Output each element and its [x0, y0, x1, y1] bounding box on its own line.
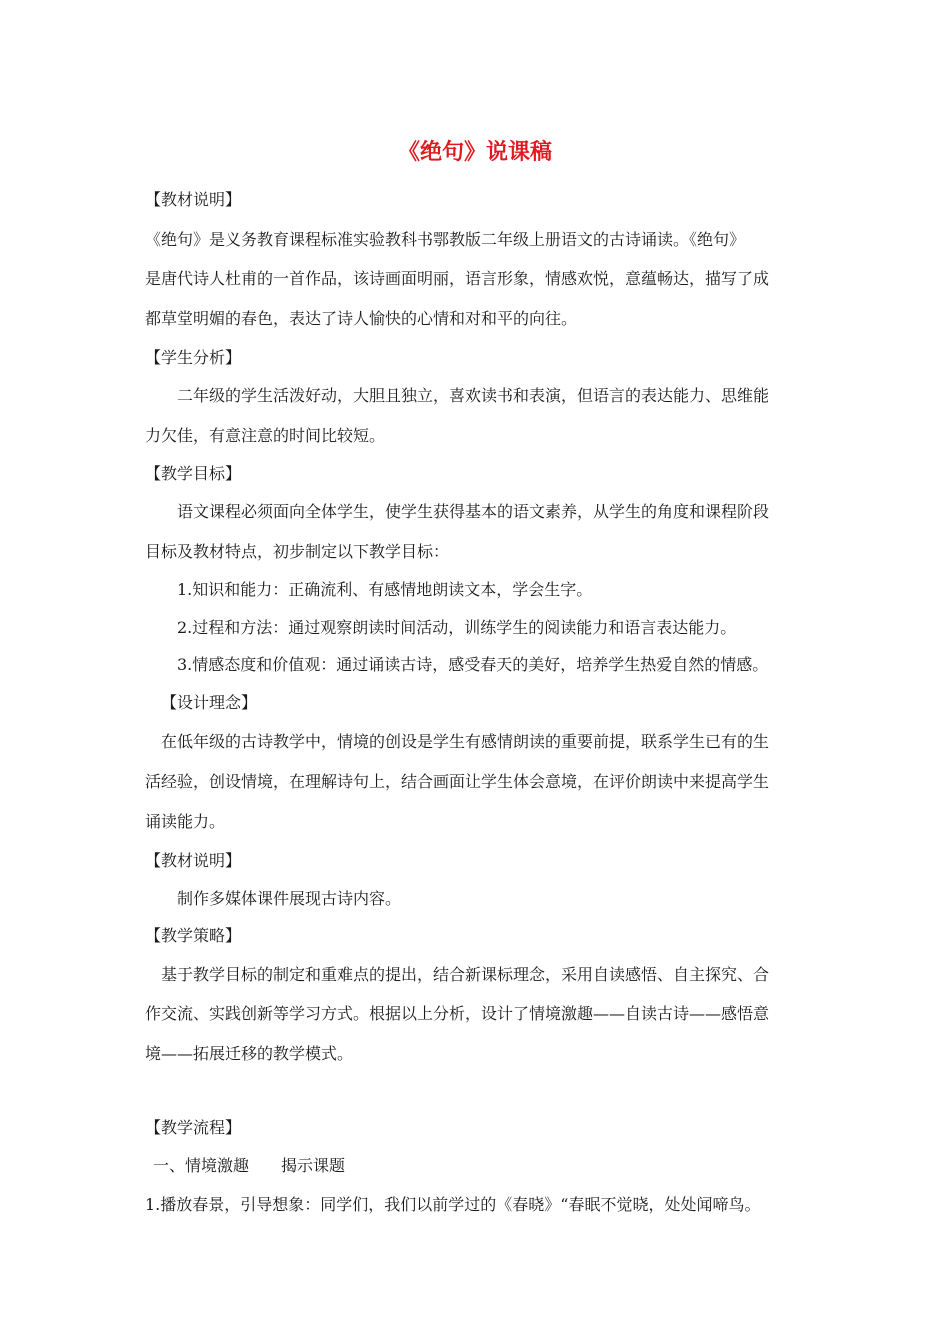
paragraph-line: 语文课程必须面向全体学生，使学生获得基本的语文素养，从学生的角度和课程阶段: [177, 502, 770, 521]
goal-item: 1.知识和能力：正确流利、有感情地朗读文本，学会生字。: [177, 580, 593, 599]
paragraph-line: 力欠佳，有意注意的时间比较短。: [145, 426, 386, 445]
paragraph-line: 《绝句》是义务教育课程标准实验教科书鄂教版二年级上册语文的古诗诵读。《绝句》: [145, 230, 746, 249]
heading-textbook-description-2: 【教材说明】: [145, 851, 242, 870]
heading-design-concept: 【设计理念】: [161, 693, 258, 712]
paragraph-line: 诵读能力。: [145, 812, 226, 831]
paragraph-line: 在低年级的古诗教学中，情境的创设是学生有感情朗读的重要前提，联系学生已有的生: [161, 732, 770, 751]
heading-teaching-strategy: 【教学策略】: [145, 926, 242, 945]
paragraph-line: 都草堂明媚的春色，表达了诗人愉快的心情和对和平的向往。: [145, 309, 578, 328]
paragraph-line: 制作多媒体课件展现古诗内容。: [177, 889, 402, 908]
document-title: 《绝句》说课稿: [397, 140, 552, 165]
paragraph-line: 境——拓展迁移的教学模式。: [145, 1044, 354, 1063]
paragraph-line: 二年级的学生活泼好动，大胆且独立，喜欢读书和表演，但语言的表达能力、思维能: [177, 386, 770, 405]
paragraph-line: 作交流、实践创新等学习方式。根据以上分析，设计了情境激趣——自读古诗——感悟意: [145, 1004, 770, 1023]
paragraph-line: 活经验，创设情境，在理解诗句上，结合画面让学生体会意境，在评价朗读中来提高学生: [145, 772, 770, 791]
paragraph-line: 1.播放春景，引导想象：同学们，我们以前学过的《春晓》“春眠不觉晓，处处闻啼鸟。: [145, 1195, 761, 1214]
section-heading: 一、情境激趣 揭示课题: [153, 1156, 346, 1175]
paragraph-line: 基于教学目标的制定和重难点的提出，结合新课标理念，采用自读感悟、自主探究、合: [161, 965, 770, 984]
goal-item: 2.过程和方法：通过观察朗读时间活动，训练学生的阅读能力和语言表达能力。: [177, 618, 737, 637]
paragraph-line: 是唐代诗人杜甫的一首作品，该诗画面明丽，语言形象，情感欢悦，意蕴畅达，描写了成: [145, 269, 770, 288]
goal-item: 3.情感态度和价值观：通过诵读古诗，感受春天的美好，培养学生热爱自然的情感。: [177, 655, 769, 674]
paragraph-line: 目标及教材特点，初步制定以下教学目标：: [145, 542, 450, 561]
heading-teaching-goals: 【教学目标】: [145, 464, 242, 483]
heading-teaching-process: 【教学流程】: [145, 1118, 242, 1137]
heading-textbook-description: 【教材说明】: [145, 190, 242, 209]
heading-student-analysis: 【学生分析】: [145, 348, 242, 367]
